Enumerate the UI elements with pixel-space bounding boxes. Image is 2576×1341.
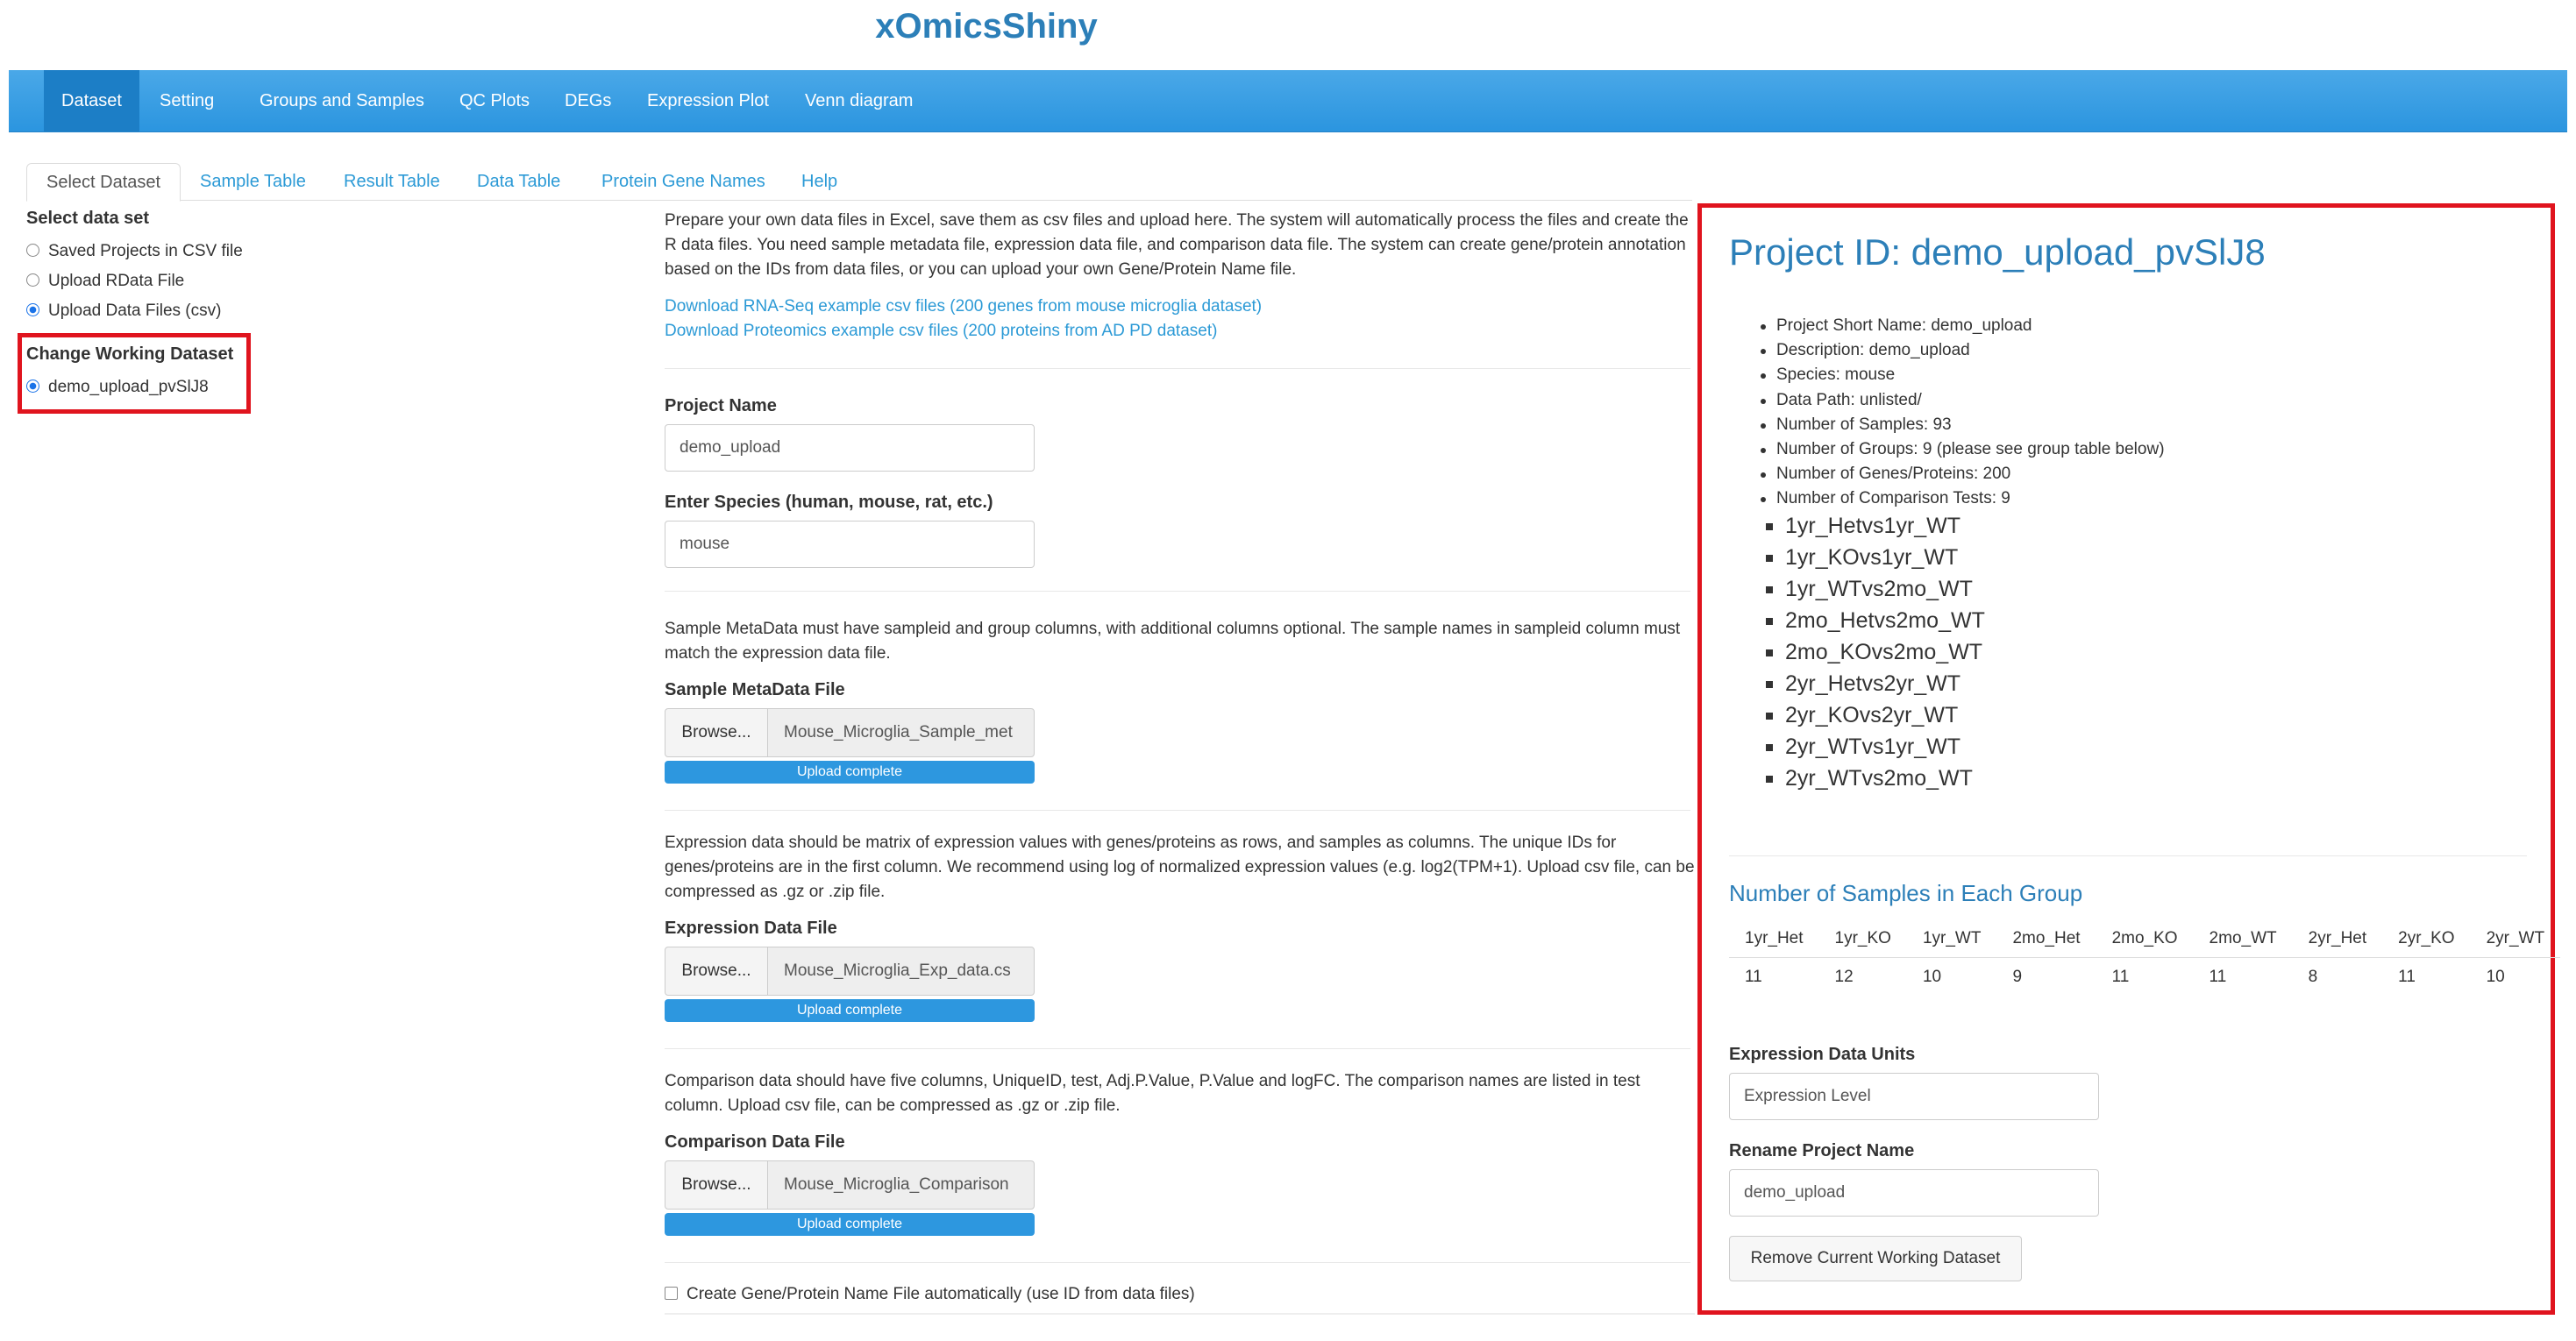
info-item: Data Path: unlisted/ <box>1759 388 2165 413</box>
radio-working-dataset[interactable]: demo_upload_pvSlJ8 <box>26 372 209 402</box>
tab-select-dataset[interactable]: Select Dataset <box>26 163 181 202</box>
comparison-item: 2mo_Hetvs2mo_WT <box>1762 605 1985 636</box>
app-title: xOmicsShiny <box>875 7 1098 46</box>
rename-project-input[interactable]: demo_upload <box>1729 1169 2099 1217</box>
species-input[interactable]: mouse <box>665 521 1035 568</box>
info-item: Number of Samples: 93 <box>1759 413 2165 437</box>
comparison-item: 1yr_KOvs1yr_WT <box>1762 542 1985 573</box>
upload-progress-bar: Upload complete <box>665 1213 1035 1236</box>
radio-upload-csv[interactable]: Upload Data Files (csv) <box>26 296 243 326</box>
units-input[interactable]: Expression Level <box>1729 1073 2099 1120</box>
tab-sample-table[interactable]: Sample Table <box>200 172 306 191</box>
divider <box>1729 855 2527 856</box>
project-id-title: Project ID: demo_upload_pvSlJ8 <box>1729 231 2266 273</box>
tab-protein-gene-names[interactable]: Protein Gene Names <box>601 172 765 191</box>
upload-progress-bar: Upload complete <box>665 999 1035 1022</box>
comparison-item: 2yr_Hetvs2yr_WT <box>1762 668 1985 699</box>
table-cell: 8 <box>2308 968 2318 986</box>
metadata-description: Sample MetaData must have sampleid and group columns, with additional columns optional. The sample names in sampleid column must match the expression data file. <box>665 620 1681 663</box>
remove-dataset-button[interactable]: Remove Current Working Dataset <box>1729 1236 2022 1281</box>
expression-file-label: Expression Data File <box>665 919 837 938</box>
table-header-cell: 1yr_WT <box>1907 920 1997 958</box>
table-header-cell: 2mo_WT <box>2194 920 2293 958</box>
table-cell: 12 <box>1834 968 1854 986</box>
table-header-cell: 2mo_Het <box>1996 920 2096 958</box>
intro-text: Prepare your own data files in Excel, save them as csv files and upload here. The system will automatically process the files and create the R data files. You need sample metadata file, expression data file, and comparison data file. The system can create gene/protein annotation based on the IDs from data files, or you can upload your own Gene/Protein Name file. <box>665 211 1689 279</box>
upload-progress-bar: Upload complete <box>665 761 1035 784</box>
table-cell: 10 <box>1922 968 1942 986</box>
radio-button-selected[interactable] <box>26 380 39 393</box>
table-header-cell: 2yr_WT <box>2471 920 2561 958</box>
top-navbar <box>9 70 2567 132</box>
table-header-cell: 2yr_Het <box>2293 920 2383 958</box>
groups-heading: Number of Samples in Each Group <box>1729 880 2083 906</box>
info-item: Number of Groups: 9 (please see group table below) <box>1759 437 2165 462</box>
create-name-file-option[interactable]: Create Gene/Protein Name File automatically (use ID from data files) <box>665 1285 1195 1304</box>
rename-project-label: Rename Project Name <box>1729 1141 1915 1160</box>
nav-venn-diagram[interactable]: Venn diagram <box>805 91 914 110</box>
divider <box>665 810 1690 811</box>
tab-result-table[interactable]: Result Table <box>344 172 440 191</box>
comparison-description: Comparison data should have five columns, UniqueID, test, Adj.P.Value, P.Value and logFC. The comparison names are listed in test column. Upload csv file, can be compressed as .gz or .zip file. <box>665 1072 1640 1115</box>
radio-upload-rdata[interactable]: Upload RData File <box>26 266 243 296</box>
nav-groups-and-samples[interactable]: Groups and Samples <box>260 91 424 110</box>
table-cell: 11 <box>2111 968 2130 986</box>
comparison-item: 2mo_KOvs2mo_WT <box>1762 636 1985 668</box>
table-header-row <box>1729 920 2560 958</box>
nav-expression-plot[interactable]: Expression Plot <box>647 91 769 110</box>
divider <box>665 1048 1690 1049</box>
browse-button[interactable]: Browse... <box>665 947 768 996</box>
radio-saved-projects[interactable]: Saved Projects in CSV file <box>26 237 243 266</box>
nav-qc-plots[interactable]: QC Plots <box>459 91 530 110</box>
comparison-item: 2yr_WTvs2mo_WT <box>1762 763 1985 794</box>
comparison-item: 1yr_Hetvs1yr_WT <box>1762 510 1985 542</box>
radio-button[interactable] <box>26 244 39 257</box>
table-header-cell: 1yr_Het <box>1729 920 1819 958</box>
table-cell: 10 <box>2486 968 2505 986</box>
comparison-item: 2yr_KOvs2yr_WT <box>1762 699 1985 731</box>
divider <box>665 591 1690 592</box>
file-name-field: Mouse_Microglia_Comparison <box>767 1160 1035 1210</box>
browse-button[interactable]: Browse... <box>665 708 768 757</box>
nav-degs[interactable]: DEGs <box>565 91 612 110</box>
comparison-file-label: Comparison Data File <box>665 1132 845 1152</box>
tab-help[interactable]: Help <box>801 172 838 191</box>
table-header-cell: 2mo_KO <box>2096 920 2194 958</box>
tab-data-table[interactable]: Data Table <box>477 172 561 191</box>
info-item: Species: mouse <box>1759 363 2165 387</box>
dataset-source-radio-group <box>26 237 243 326</box>
table-row <box>1729 958 2560 997</box>
nav-setting[interactable]: Setting <box>160 91 215 110</box>
comparison-list <box>1762 510 1985 794</box>
comparison-item: 2yr_WTvs1yr_WT <box>1762 731 1985 763</box>
download-rnaseq-link[interactable]: Download RNA-Seq example csv files (200 genes from mouse microglia dataset) <box>665 297 1263 316</box>
info-item: Number of Genes/Proteins: 200 <box>1759 462 2165 486</box>
browse-button[interactable]: Browse... <box>665 1160 768 1210</box>
file-name-field: Mouse_Microglia_Sample_met <box>767 708 1035 757</box>
table-cell: 11 <box>1745 968 1762 986</box>
project-info-list <box>1759 314 2165 512</box>
divider <box>665 1262 1690 1263</box>
table-header-cell: 1yr_KO <box>1819 920 1907 958</box>
create-name-file-checkbox[interactable] <box>665 1287 678 1300</box>
nav-dataset[interactable]: Dataset <box>44 70 139 131</box>
species-label: Enter Species (human, mouse, rat, etc.) <box>665 493 993 512</box>
info-item: Description: demo_upload <box>1759 338 2165 363</box>
project-name-label: Project Name <box>665 396 777 415</box>
project-name-input[interactable]: demo_upload <box>665 424 1035 472</box>
radio-button-selected[interactable] <box>26 303 39 316</box>
expression-description: Expression data should be matrix of expression values with genes/proteins as rows, and samples as columns. The unique IDs for genes/proteins are in the first column. We recommend using log of normalized expression values (e.g. log2(TPM+1). Upload csv file, can be compressed as .gz or .zip file. <box>665 834 1695 901</box>
change-working-dataset-label: Change Working Dataset <box>26 344 234 364</box>
table-header-cell: 2yr_KO <box>2382 920 2470 958</box>
panel-bottom-edge <box>665 1313 1695 1315</box>
radio-button[interactable] <box>26 273 39 287</box>
table-cell: 11 <box>2209 968 2227 986</box>
select-dataset-label: Select data set <box>26 209 150 228</box>
table-cell: 9 <box>2012 968 2023 986</box>
download-proteomics-link[interactable]: Download Proteomics example csv files (200 proteins from AD PD dataset) <box>665 322 1218 340</box>
table-cell: 11 <box>2398 968 2416 986</box>
group-sample-table <box>1729 920 2560 997</box>
file-name-field: Mouse_Microglia_Exp_data.cs <box>767 947 1035 996</box>
comparison-item: 1yr_WTvs2mo_WT <box>1762 573 1985 605</box>
info-item: Number of Comparison Tests: 9 <box>1759 486 2165 511</box>
info-item: Project Short Name: demo_upload <box>1759 314 2165 338</box>
units-label: Expression Data Units <box>1729 1045 1916 1064</box>
divider <box>665 368 1690 369</box>
metadata-file-label: Sample MetaData File <box>665 680 845 699</box>
